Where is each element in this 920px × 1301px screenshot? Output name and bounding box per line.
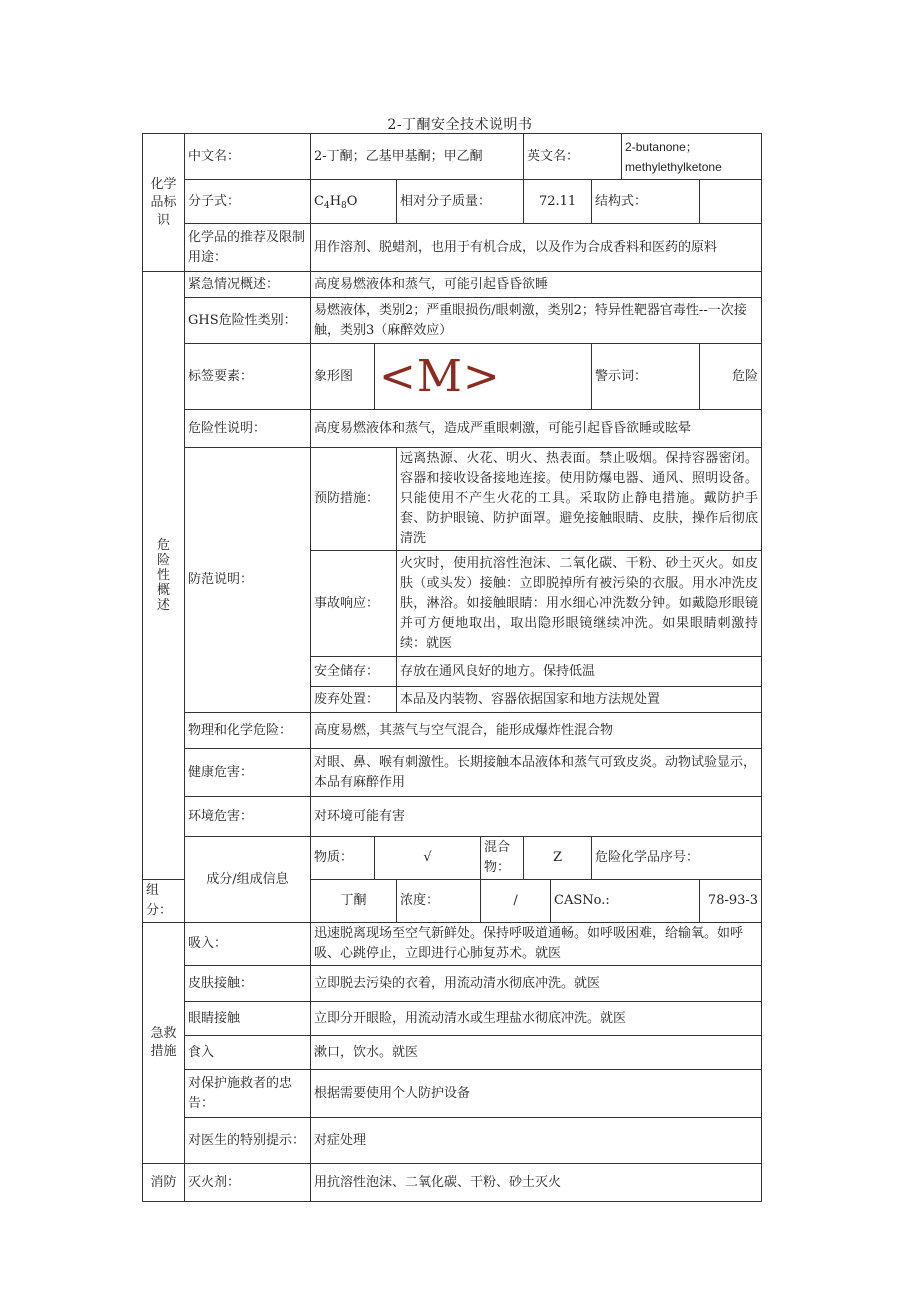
skin-value: 立即脱去污染的衣着，用流动清水彻底冲洗。就医 <box>311 966 762 1002</box>
row-cn-name <box>143 134 762 180</box>
hazard-statement-value: 高度易燃液体和蒸气，造成严重眼刺激，可能引起昏昏欲睡或眩晕 <box>311 410 762 448</box>
section-hazard: 危险性概述 <box>143 272 185 880</box>
row-label-elements <box>143 344 762 410</box>
row-health <box>143 749 762 797</box>
label-elements-label: 标签要素： <box>185 344 311 410</box>
response-value: 火灾时，使用抗溶性泡沫、二氧化碳、干粉、砂土灭火。如皮肤（或头发）接触：立即脱掉所有被污染的衣服。用水冲洗皮肤，淋浴。如接触眼睛：用水细心冲洗数分钟。如戴隐形眼镜并可方便地取出，取出隐形眼镜继续冲洗。如果眼睛刺激持续：就医 <box>397 551 762 657</box>
signal-word-value: 危险 <box>700 344 762 410</box>
inhalation-value: 迅速脱离现场至空气新鲜处。保持呼吸道通畅。如呼吸困难，给输氧。如呼吸、心跳停止，立即进行心肺复苏术。就医 <box>311 923 762 966</box>
prevention-value: 远离热源、火花、明火、热表面。禁止吸烟。保持容器密闭。容器和接收设备接地连接。使用防爆电器、通风、照明设备。只能使用不产生火花的工具。采取防止静电措施。戴防护手套、防护眼镜、防护面罩。避免接触眼睛、皮肤，操作后彻底清洗 <box>397 448 762 551</box>
hazard-statement-label: 危险性说明： <box>185 410 311 448</box>
env-label: 环境危害： <box>185 797 311 837</box>
pictogram-image: <M> <box>375 344 592 410</box>
concentration-label: 浓度： <box>397 880 481 923</box>
row-inhalation <box>143 923 762 966</box>
en-name-value: 2-butanone；methylethylketone <box>622 134 762 180</box>
doctor-label: 对医生的特别提示： <box>185 1118 311 1164</box>
ghs-label: GHS危险性类别： <box>185 298 311 344</box>
ingestion-label: 食入 <box>185 1036 311 1070</box>
cas-label: CASNo.: <box>551 880 700 923</box>
section-firefighting: 消防 <box>143 1164 185 1202</box>
skin-label: 皮肤接触： <box>185 966 311 1002</box>
section-composition: 成分/组成信息 <box>185 837 311 923</box>
health-value: 对眼、鼻、喉有刺激性。长期接触本品液体和蒸气可致皮炎。动物试验显示，本品有麻醉作用 <box>311 749 762 797</box>
row-formula <box>143 180 762 224</box>
structure-label: 结构式： <box>592 180 700 224</box>
section-first-aid: 急救措施 <box>143 923 185 1164</box>
env-value: 对环境可能有害 <box>311 797 762 837</box>
use-value: 用作溶剂、脱蜡剂，也用于有机合成，以及作为合成香料和医药的原料 <box>311 224 762 272</box>
row-hazard-statement <box>143 410 762 448</box>
response-label: 事故响应： <box>311 551 397 657</box>
physchem-value: 高度易燃，其蒸气与空气混合，能形成爆炸性混合物 <box>311 713 762 749</box>
mw-value: 72.11 <box>524 180 592 224</box>
cn-name-value: 2-丁酮；乙基甲基酮；甲乙酮 <box>311 134 524 180</box>
hazchem-no-label: 危险化学品序号： <box>592 837 762 880</box>
mixture-label: 混合物： <box>481 837 524 880</box>
ingestion-value: 漱口，饮水。就医 <box>311 1036 762 1070</box>
signal-word-label: 警示词： <box>592 344 700 410</box>
row-rescuer <box>143 1070 762 1118</box>
row-substance <box>143 837 762 880</box>
mw-label: 相对分子质量： <box>397 180 524 224</box>
row-emergency <box>143 272 762 298</box>
prevention-label: 预防措施： <box>311 448 397 551</box>
row-prevention <box>143 448 762 551</box>
eye-label: 眼睛接触 <box>185 1002 311 1036</box>
mixture-mark: Z <box>524 837 592 880</box>
disposal-value: 本品及内装物、容器依据国家和地方法规处置 <box>397 687 762 713</box>
row-skin <box>143 966 762 1002</box>
row-env <box>143 797 762 837</box>
formula-label: 分子式： <box>185 180 311 224</box>
storage-label: 安全储存： <box>311 657 397 687</box>
document-title: 2-丁酮安全技术说明书 <box>387 117 533 133</box>
section-identification: 化学品标识 <box>143 134 185 272</box>
emergency-label: 紧急情况概述： <box>185 272 311 298</box>
disposal-label: 废弃处置： <box>311 687 397 713</box>
substance-label: 物质： <box>311 837 375 880</box>
emergency-value: 高度易燃液体和蒸气，可能引起昏昏欲睡 <box>311 272 762 298</box>
row-eye <box>143 1002 762 1036</box>
eye-value: 立即分开眼睑，用流动清水或生理盐水彻底冲洗。就医 <box>311 1002 762 1036</box>
component-label: 组分： <box>143 880 185 923</box>
pictogram-label: 象形图 <box>311 344 375 410</box>
fire-agent-label: 灭火剂： <box>185 1164 311 1202</box>
formula-value: $C_4H_8O$ <box>311 180 397 224</box>
storage-value: 存放在通风良好的地方。保持低温 <box>397 657 762 687</box>
fire-agent-value: 用抗溶性泡沫、二氧化碳、干粉、砂土灭火 <box>311 1164 762 1202</box>
physchem-label: 物理和化学危险： <box>185 713 311 749</box>
en-name-label: 英文名： <box>524 134 622 180</box>
row-doctor <box>143 1118 762 1164</box>
doctor-value: 对症处理 <box>311 1118 762 1164</box>
structure-value <box>700 180 762 224</box>
precaution-label: 防范说明： <box>185 448 311 713</box>
inhalation-label: 吸入： <box>185 923 311 966</box>
cas-value: 78-93-3 <box>700 880 762 923</box>
concentration-value: / <box>481 880 551 923</box>
cn-name-label: 中文名： <box>185 134 311 180</box>
substance-mark: √ <box>375 837 481 880</box>
row-fire-agent <box>143 1164 762 1202</box>
component-value: 丁酮 <box>311 880 397 923</box>
ghs-value: 易燃液体，类别2；严重眼损伤/眼刺激，类别2；特异性靶器官毒性--一次接触，类别3（麻醉效应） <box>311 298 762 344</box>
row-physchem <box>143 713 762 749</box>
rescuer-value: 根据需要使用个人防护设备 <box>311 1070 762 1118</box>
health-label: 健康危害： <box>185 749 311 797</box>
row-ghs <box>143 298 762 344</box>
row-use <box>143 224 762 272</box>
use-label: 化学品的推荐及限制用途： <box>185 224 311 272</box>
rescuer-label: 对保护施救者的忠告： <box>185 1070 311 1118</box>
row-ingestion <box>143 1036 762 1070</box>
sds-table <box>142 133 762 1202</box>
